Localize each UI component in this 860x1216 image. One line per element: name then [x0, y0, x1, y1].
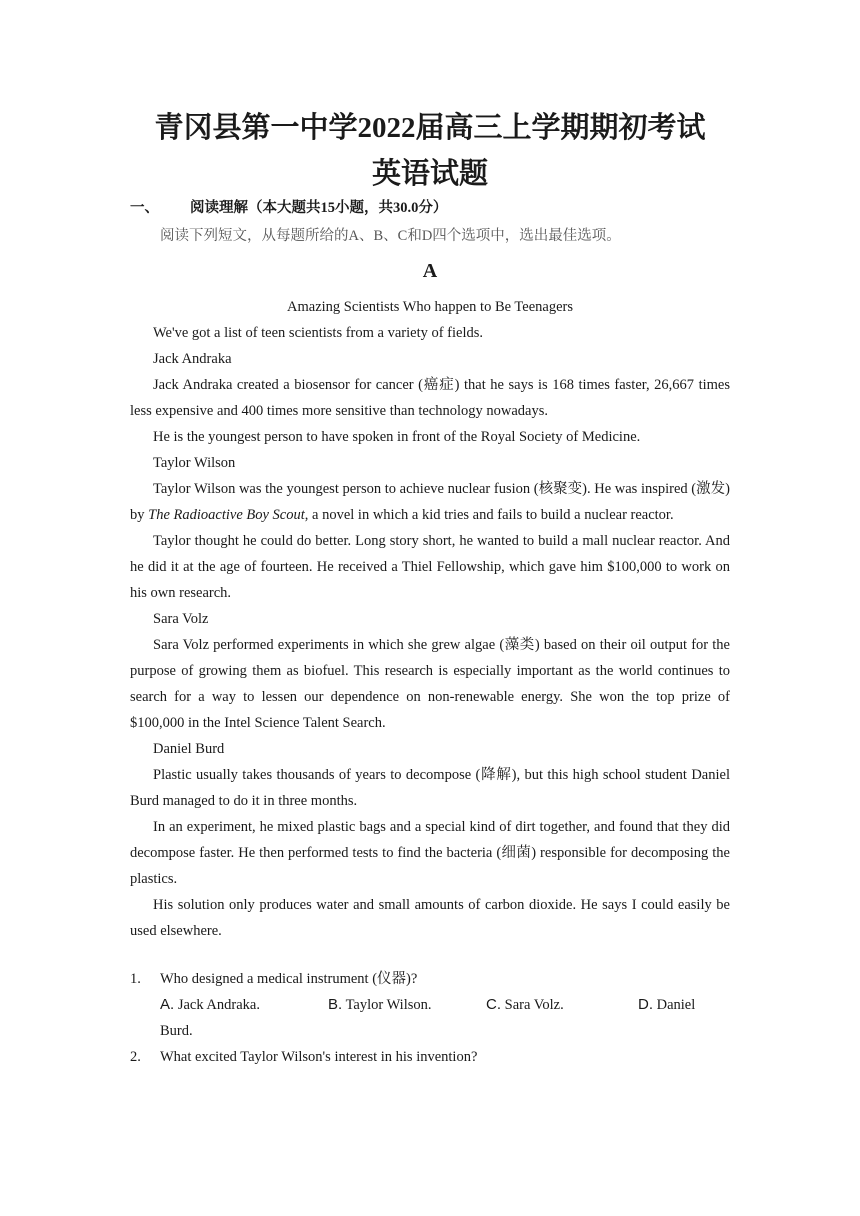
option-d-wrap: Burd. — [160, 1023, 193, 1039]
paragraph: In an experiment, he mixed plastic bags and a special kind of dirt together, and found that they did decompose faster. He then performed tests to find the bacteria (细菌) responsible for decomposing the plastics. — [130, 819, 730, 887]
section-label: 阅读理解（本大题共15小题，共30.0分） — [190, 200, 448, 216]
paragraph: Taylor thought he could do better. Long story short, he wanted to build a mall nuclear reactor. And he did it at the age of fourteen. He received a Thiel Fellowship, which gave him $100,000 to work on his own research. — [130, 533, 730, 601]
paragraph: We've got a list of teen scientists from a variety of fields. — [153, 325, 484, 341]
question-text: What excited Taylor Wilson's interest in his invention? — [160, 1049, 478, 1065]
paragraph: Daniel Burd — [153, 741, 225, 757]
question-number: 2. — [130, 1049, 141, 1065]
option-letter: B. — [328, 996, 343, 1013]
option-text: Sara Volz. — [504, 997, 564, 1013]
novel-title: The Radioactive Boy Scout — [148, 507, 305, 523]
paragraph: Sara Volz — [153, 611, 209, 627]
section-heading — [130, 198, 447, 218]
section-number: 一、 — [130, 200, 159, 216]
option-c[interactable] — [486, 992, 564, 1018]
part-label: A — [422, 260, 438, 282]
option-text: Daniel — [656, 997, 696, 1013]
option-letter: D. — [638, 996, 653, 1013]
paragraph: Plastic usually takes thousands of years to decompose (降解), but this high school student Daniel Burd managed to do it in three months. — [130, 767, 730, 809]
question-1 — [130, 966, 417, 992]
paragraph: Taylor Wilson — [153, 455, 236, 471]
option-letter: C. — [486, 996, 501, 1013]
paragraph: Taylor Wilson was the youngest person to achieve nuclear fusion (核聚变). He was inspired (激发) by The Radioactive Boy Scout, a novel in which a kid tries and fails to build a nuclear reactor. — [130, 481, 730, 523]
paragraph: He is the youngest person to have spoken in front of the Royal Society of Medicine. — [153, 429, 641, 445]
option-b[interactable] — [328, 992, 432, 1018]
option-letter: A. — [160, 996, 175, 1013]
option-d[interactable] — [638, 992, 695, 1018]
instructions: 阅读下列短文，从每题所给的A、B、C和D四个选项中，选出最佳选项。 — [160, 228, 621, 244]
question-text: Who designed a medical instrument (仪器)? — [160, 971, 418, 987]
question-1-options — [160, 992, 730, 1044]
passage — [130, 294, 730, 944]
exam-title: 青冈县第一中学2022届高三上学期期初考试 — [154, 112, 706, 144]
option-text: Taylor Wilson. — [345, 997, 432, 1013]
question-number: 1. — [130, 971, 141, 987]
paragraph: His solution only produces water and small amounts of carbon dioxide. He says I could easily be used elsewhere. — [130, 897, 730, 939]
paragraph: Jack Andraka — [153, 351, 232, 367]
question-2 — [130, 1044, 477, 1070]
exam-subtitle: 英语试题 — [371, 158, 488, 190]
paragraph: Sara Volz performed experiments in which she grew algae (藻类) based on their oil output for the purpose of growing them as biofuel. This research is especially important as the world continues to search for a way to lessen our dependence on non-renewable energy. She won the top prize of $100,000 in the Intel Science Talent Search. — [130, 637, 730, 731]
passage-title: Amazing Scientists Who happen to Be Teenagers — [287, 299, 573, 315]
option-a[interactable] — [160, 992, 260, 1018]
option-text: Jack Andraka. — [177, 997, 260, 1013]
paragraph: Jack Andraka created a biosensor for cancer (癌症) that he says is 168 times faster, 26,667 times less expensive and 400 times more sensitive than technology nowadays. — [130, 377, 730, 419]
